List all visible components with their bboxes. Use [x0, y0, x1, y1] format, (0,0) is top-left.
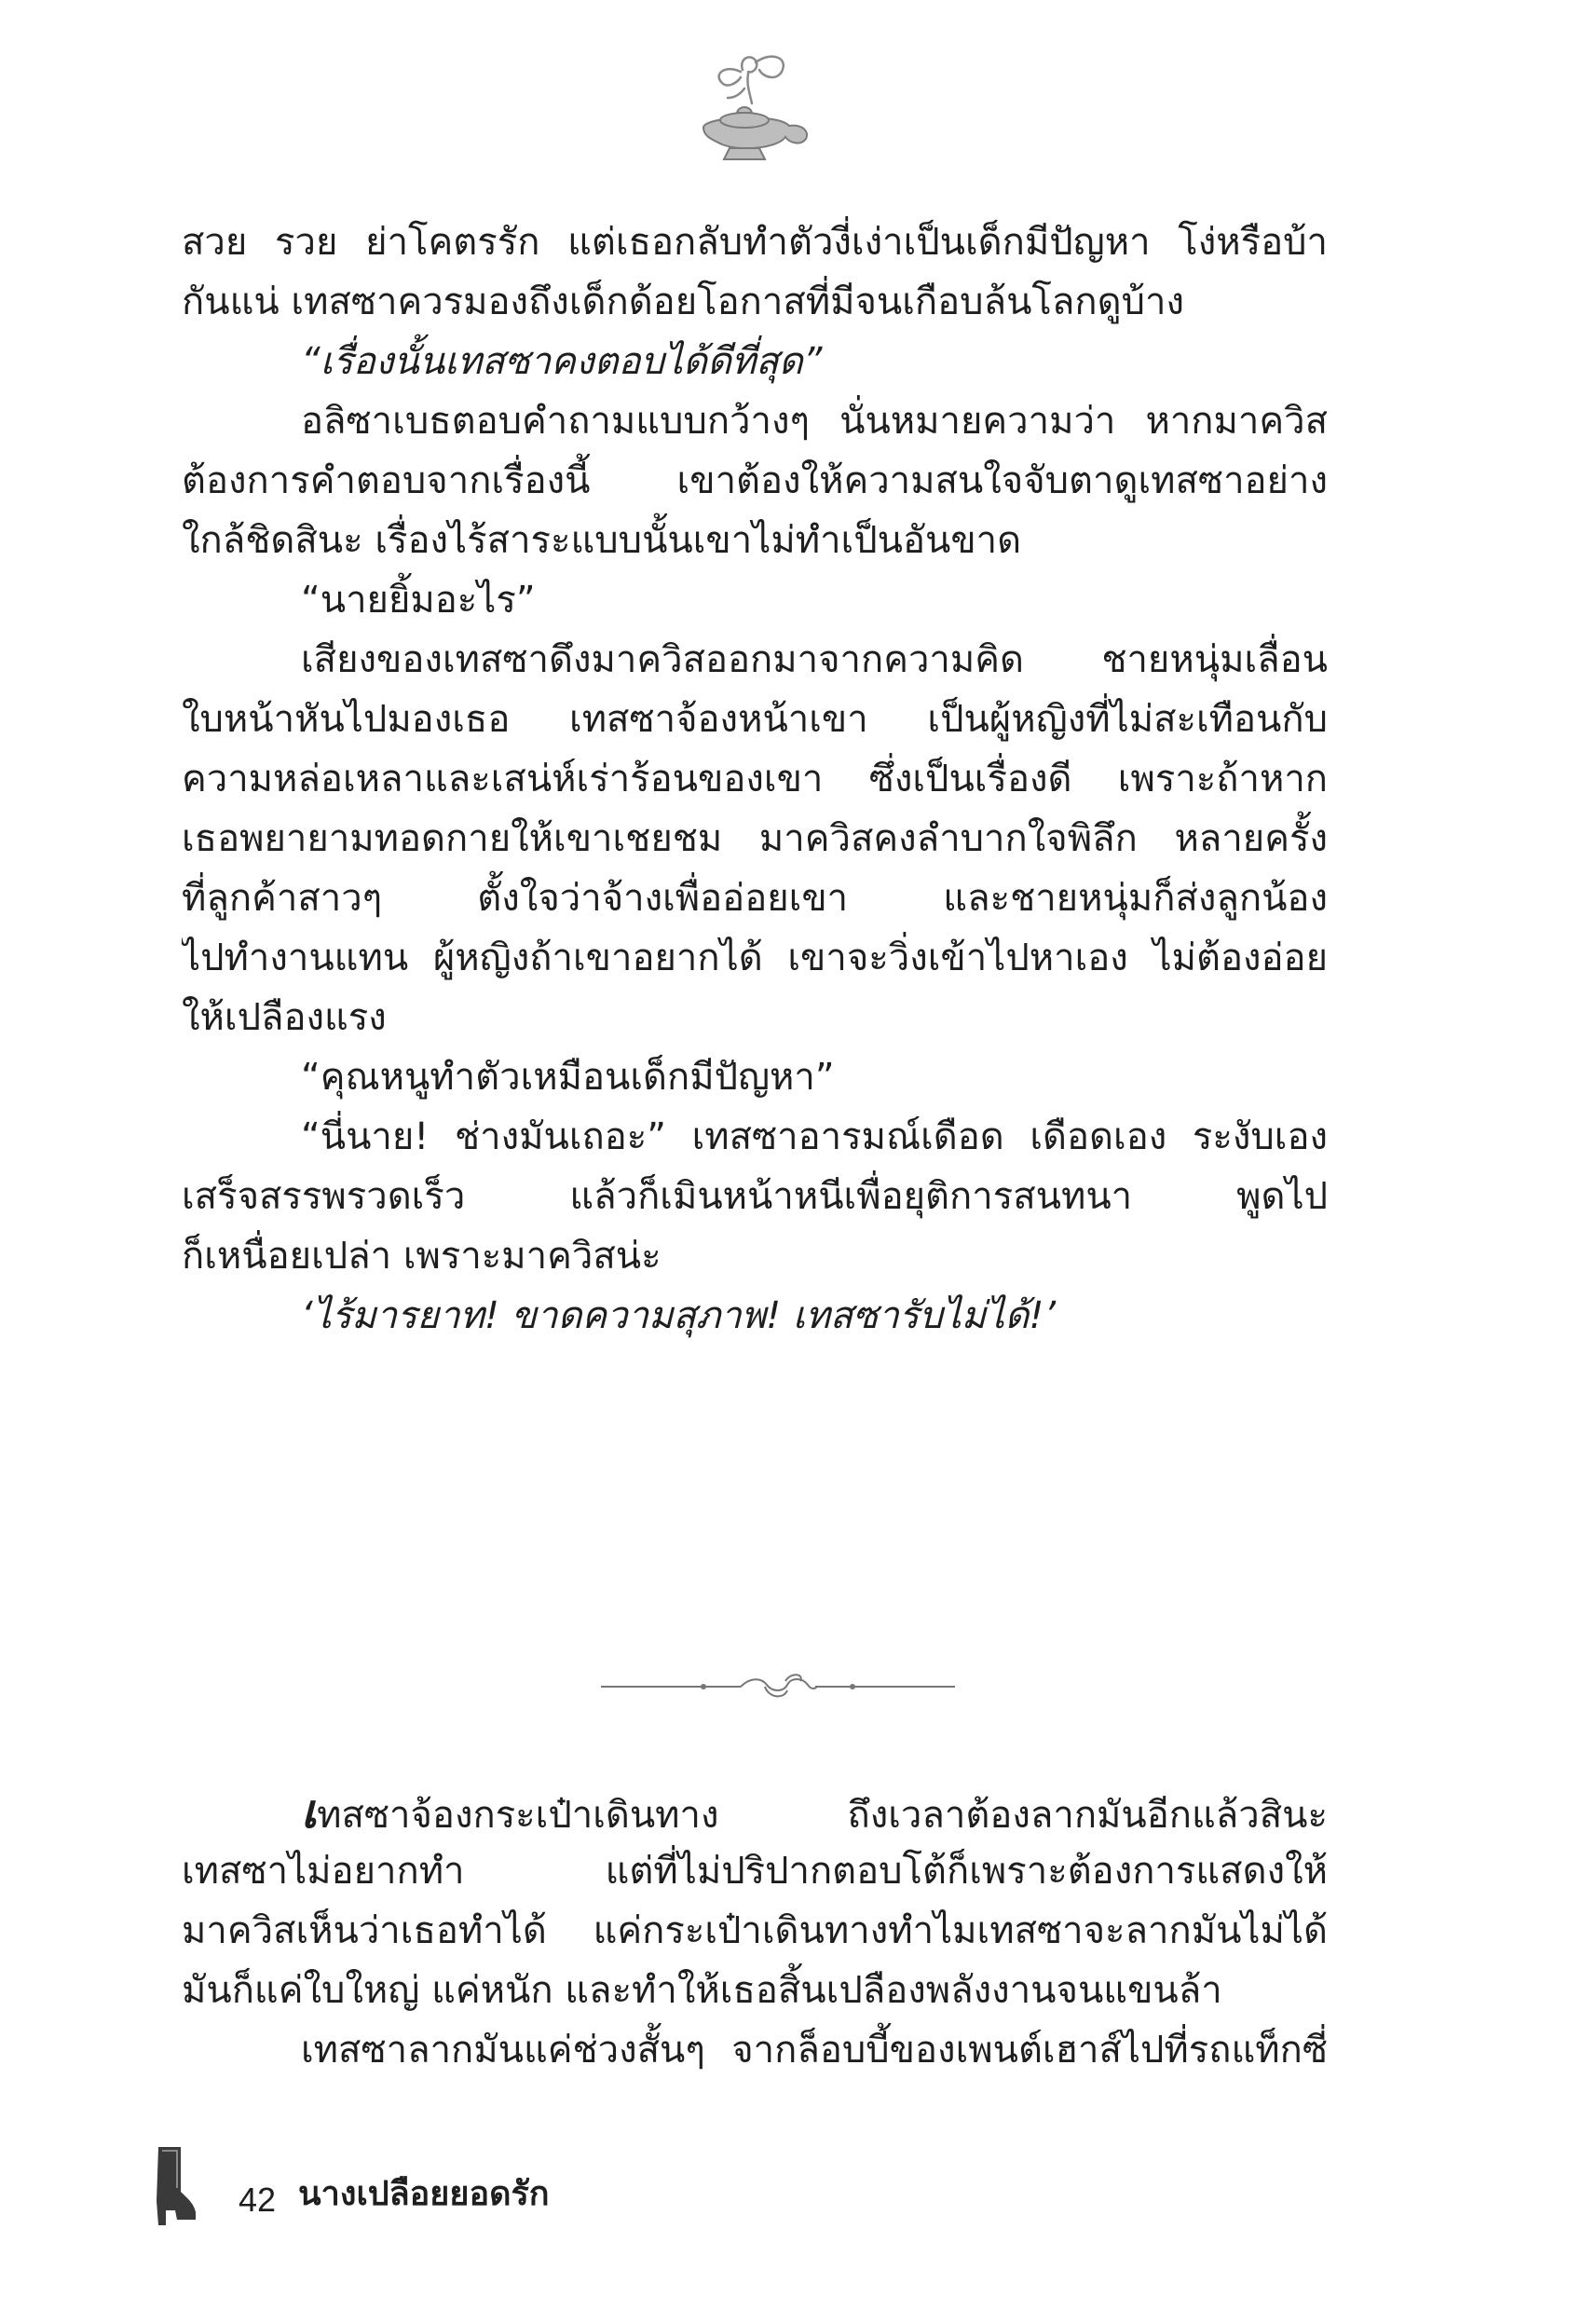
magic-lamp-fairy-icon	[685, 51, 815, 168]
paragraph-line: ต้องการคำตอบจากเรื่องนี้ เขาต้องให้ความสนใจจับตาดูเทสซาอย่าง	[182, 459, 1328, 502]
swirl-divider-icon	[601, 1668, 955, 1705]
paragraph-line: “นี่นาย! ช่างมันเถอะ” เทสซาอารมณ์เดือด เดือดเอง ระงับเอง	[301, 1115, 1328, 1158]
page-number: 42	[239, 2181, 277, 2219]
paragraph-line: อลิซาเบธตอบคำถามแบบกว้างๆ นั่นหมายความว่า หากมาควิส	[301, 400, 1328, 443]
opening-line-text: ทสซาจ้องกระเป๋าเดินทาง ถึงเวลาต้องลากมันอีกแล้วสินะ	[317, 1794, 1328, 1837]
thought-line: ‘ไร้มารยาท! ขาดความสุภาพ! เทสซารับไม่ได้!’	[301, 1294, 1057, 1337]
book-title: นางเปลือยยอดรัก	[298, 2174, 550, 2212]
paragraph-line: ที่ลูกค้าสาวๆ ตั้งใจว่าจ้างเพื่ออ่อยเขา และชายหนุ่มก็ส่งลูกน้อง	[182, 877, 1328, 920]
dialogue-line: “เรื่องนั้นเทสซาคงตอบได้ดีที่สุด”	[301, 340, 823, 383]
paragraph-line: ก็เหนื่อยเปล่า เพราะมาควิสน่ะ	[182, 1235, 662, 1278]
dialogue-line: “นายยิ้มอะไร”	[301, 579, 536, 622]
paragraph-line: ความหล่อเหลาและเสน่ห์เร่าร้อนของเขา ซึ่งเป็นเรื่องดี เพราะถ้าหาก	[182, 758, 1328, 800]
drop-cap: เ	[301, 1785, 318, 1839]
paragraph-line: เสียงของเทสซาดึงมาควิสออกมาจากความคิด ชายหนุ่มเลื่อน	[301, 638, 1328, 681]
paragraph-line: เทสซาลากมันแค่ช่วงสั้นๆ จากล็อบบี้ของเพนต์เฮาส์ไปที่รถแท็กซี่	[301, 2029, 1328, 2072]
paragraph-line: ใบหน้าหันไปมองเธอ เทสซาจ้องหน้าเขา เป็นผู้หญิงที่ไม่สะเทือนกับ	[182, 698, 1328, 741]
high-heel-boot-icon	[149, 2145, 198, 2227]
paragraph-line: มาควิสเห็นว่าเธอทำได้ แค่กระเป๋าเดินทางทำไมเทสซาจะลากมันไม่ได้	[182, 1909, 1328, 1952]
paragraph-line: สวย รวย ย่าโคตรรัก แต่เธอกลับทำตัวงี่เง่าเป็นเด็กมีปัญหา โง่หรือบ้า	[182, 221, 1328, 264]
paragraph-line: ให้เปลืองแรง	[182, 996, 387, 1039]
section-2-text	[182, 1782, 1328, 2080]
paragraph-line: กันแน่ เทสซาควรมองถึงเด็กด้อยโอกาสที่มีจนเกือบล้นโลกดูบ้าง	[182, 280, 1184, 323]
page-footer	[149, 2143, 550, 2227]
paragraph-line: เธอพยายามทอดกายให้เขาเชยชม มาควิสคงลำบากใจพิลึก หลายครั้ง	[182, 817, 1328, 860]
paragraph-line: ใกล้ชิดสินะ เรื่องไร้สาระแบบนั้นเขาไม่ทำเป็นอันขาด	[182, 519, 1022, 562]
chapter-opening-line	[182, 1782, 1328, 1841]
paragraph-line: เทสซาไม่อยากทำ แต่ที่ไม่ปริปากตอบโต้ก็เพราะต้องการแสดงให้	[182, 1850, 1328, 1893]
dialogue-line: “คุณหนูทำตัวเหมือนเด็กมีปัญหา”	[301, 1056, 835, 1099]
section-1-text	[182, 212, 1328, 1346]
paragraph-line: ไปทำงานแทน ผู้หญิงถ้าเขาอยากได้ เขาจะวิ่งเข้าไปหาเอง ไม่ต้องอ่อย	[182, 937, 1328, 979]
paragraph-line: มันก็แค่ใบใหญ่ แค่หนัก และทำให้เธอสิ้นเปลืองพลังงานจนแขนล้า	[182, 1969, 1222, 2012]
paragraph-line: เสร็จสรรพรวดเร็ว แล้วก็เมินหน้าหนีเพื่อยุติการสนทนา พูดไป	[182, 1175, 1328, 1218]
